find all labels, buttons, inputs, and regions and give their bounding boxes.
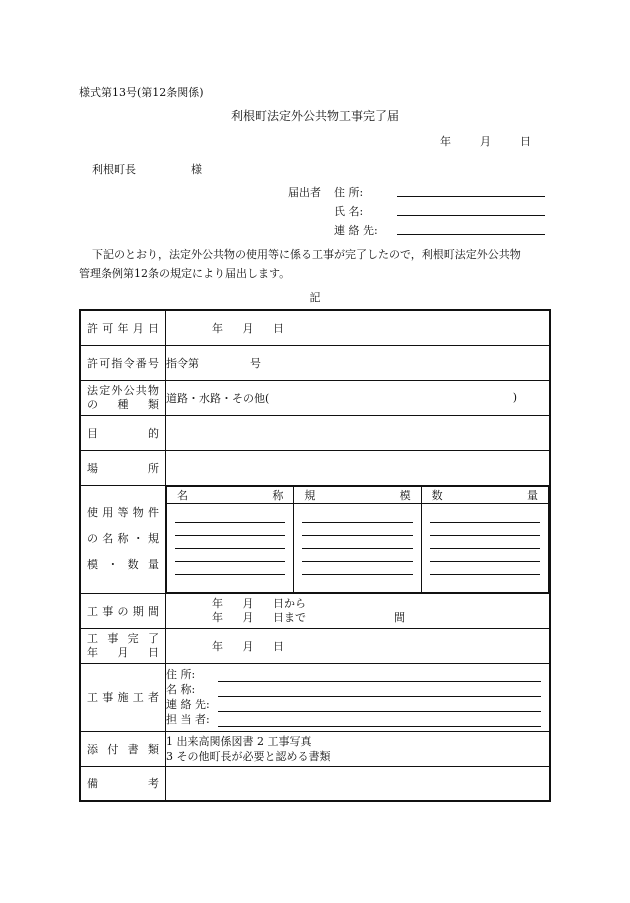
- completion-form-table: [79, 309, 551, 802]
- items-header-name: 名 称: [177, 488, 284, 502]
- row-place: [80, 450, 550, 485]
- day-label: 日: [520, 135, 531, 148]
- year-label: 年: [440, 135, 451, 148]
- row-remarks: [80, 766, 550, 801]
- contractor-address-line[interactable]: [218, 669, 541, 682]
- applicant-name-line[interactable]: [397, 203, 545, 216]
- addressee-honorific: 様: [191, 163, 202, 176]
- row-permit-number: [80, 345, 550, 380]
- contractor-person-label: 担 当 者:: [166, 713, 210, 726]
- contractor-address-label: 住 所:: [166, 668, 196, 681]
- contractor-name-line[interactable]: [218, 684, 541, 697]
- addressee: [92, 161, 202, 177]
- items-name-column[interactable]: [167, 503, 294, 592]
- permit-number-suffix: 号: [250, 356, 261, 370]
- applicant-contact-label: 連 絡 先:: [334, 224, 378, 237]
- completion-value: 年 月 日: [212, 639, 284, 653]
- row-period: [80, 593, 550, 628]
- attachments-label: 添 付 書 類: [87, 742, 159, 756]
- row-permit-date: [80, 310, 550, 345]
- contractor-contact-line[interactable]: [218, 699, 541, 712]
- attachments-line-1: 1 出来高関係図書 2 工事写真: [166, 734, 312, 748]
- applicant-address-label: 住 所:: [334, 186, 364, 199]
- period-label: 工事の期間: [87, 604, 159, 618]
- page-title: 利根町法定外公共物工事完了届: [230, 109, 399, 123]
- form-number: 様式第13号(第12条関係): [79, 86, 204, 99]
- row-attachments: [80, 731, 550, 766]
- applicant-name-label: 氏 名:: [334, 205, 364, 218]
- period-from: 年 月 日から: [212, 596, 306, 610]
- applicant-contact-line[interactable]: [397, 222, 545, 235]
- remarks-field[interactable]: [166, 766, 551, 801]
- attachments-line-2: 3 その他町長が必要と認める書類: [166, 749, 331, 763]
- public-type-close: ): [512, 390, 517, 404]
- permit-number-label: 許可指令番号: [87, 356, 159, 370]
- items-quantity-column[interactable]: [421, 503, 548, 592]
- date-line: [440, 133, 531, 149]
- items-label-2: の名称・規: [87, 532, 159, 545]
- public-type-label-2: の 種 類: [87, 397, 159, 411]
- place-field[interactable]: [166, 450, 551, 485]
- public-type-label-1: 法定外公共物: [87, 383, 159, 397]
- addressee-name: 利根町長: [92, 163, 136, 176]
- purpose-label: 目 的: [87, 426, 159, 440]
- public-type-value: 道路・水路・その他(: [166, 391, 270, 405]
- row-purpose: [80, 415, 550, 450]
- items-label-3: 模 ・ 数 量: [87, 558, 159, 571]
- completion-label-2: 年 月 日: [87, 645, 159, 659]
- items-label-1: 使用等物件: [87, 506, 159, 519]
- ki-label: 記: [309, 291, 321, 304]
- body-text-2: 管理条例第12条の規定により届出します。: [79, 267, 291, 280]
- items-header-quantity: 数 量: [431, 488, 538, 502]
- period-kan: 間: [394, 610, 405, 624]
- permit-number-prefix: 指令第: [166, 356, 199, 370]
- items-scale-column[interactable]: [294, 503, 421, 592]
- contractor-name-label: 名 称:: [166, 683, 196, 696]
- body-text-1: 下記のとおり，法定外公共物の使用等に係る工事が完了したので，利根町法定外公共物: [92, 248, 521, 261]
- applicant-address-line[interactable]: [397, 184, 545, 197]
- contractor-label: 工事施工者: [87, 691, 159, 704]
- contractor-contact-label: 連 絡 先:: [166, 698, 210, 711]
- purpose-field[interactable]: [166, 415, 551, 450]
- completion-label-1: 工 事 完 了: [87, 631, 159, 645]
- applicant-label: 届出者: [288, 186, 321, 199]
- contractor-person-line[interactable]: [218, 714, 541, 727]
- month-label: 月: [480, 135, 491, 148]
- row-completion: [80, 628, 550, 663]
- permit-date-value: 年 月 日: [212, 321, 284, 335]
- items-header-scale: 規 模: [304, 488, 411, 502]
- row-items: [80, 485, 550, 593]
- period-to: 年 月 日まで: [212, 610, 306, 624]
- row-contractor: [80, 663, 550, 731]
- remarks-label: 備 考: [87, 777, 159, 791]
- items-subtable: [166, 486, 549, 593]
- permit-date-label: 許可年月日: [87, 321, 159, 335]
- place-label: 場 所: [87, 461, 159, 475]
- row-public-type: [80, 380, 550, 415]
